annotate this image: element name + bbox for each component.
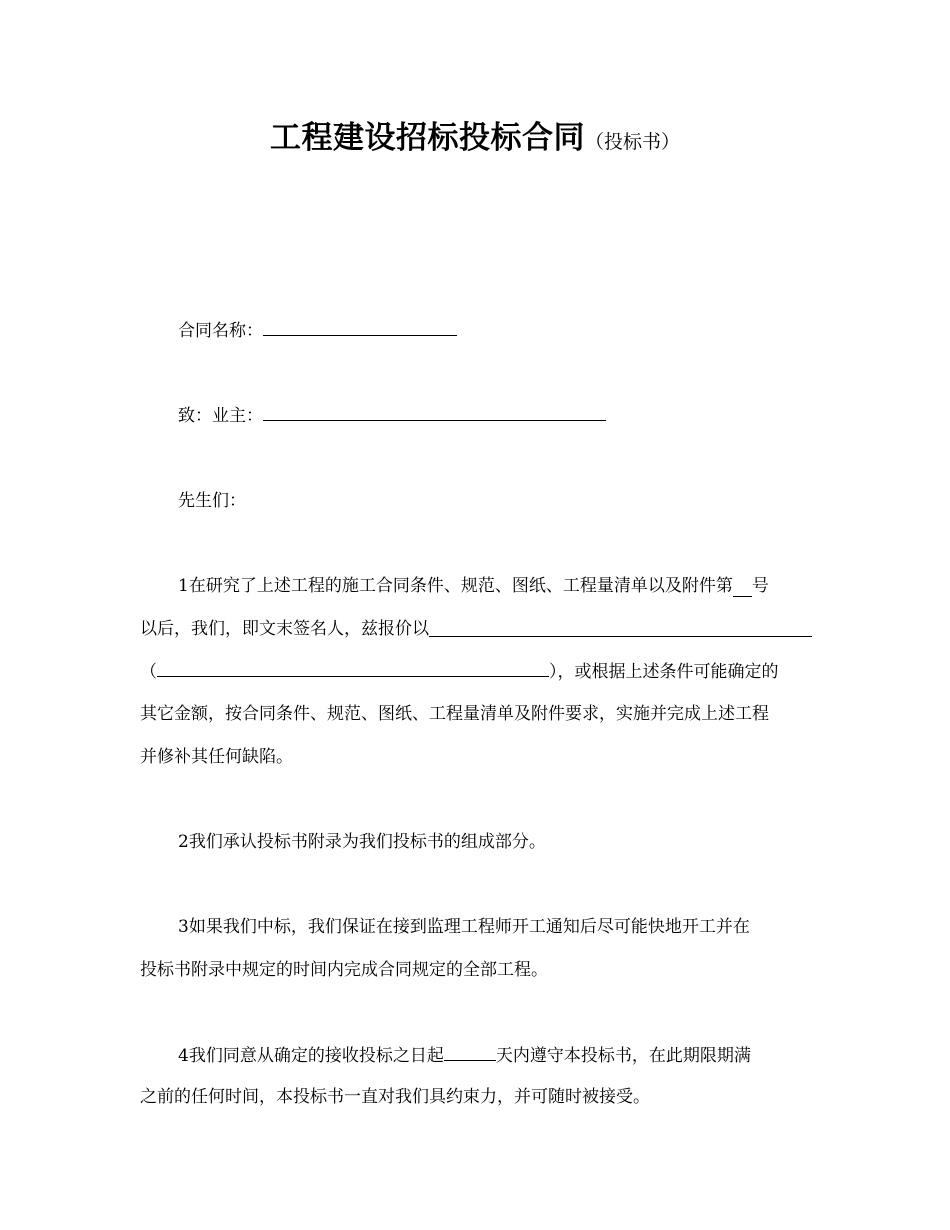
- clause-4-text-a: 4我们同意从确定的接收投标之日起: [178, 1046, 444, 1066]
- greeting: 先生们：: [178, 491, 246, 511]
- owner-label: 致：业主：: [178, 406, 263, 426]
- clause-1-line-1: [178, 575, 812, 597]
- annex-number-blank[interactable]: [733, 580, 752, 597]
- contract-name-line: [178, 319, 812, 342]
- bid-price-blank[interactable]: [429, 619, 812, 637]
- clause-1-price-text: 以后，我们，即文末签名人，兹报价以: [140, 619, 429, 639]
- clause-4-text-b: 天内遵守本投标书，在此期限期满: [495, 1046, 751, 1066]
- clause-1-text-a: 1在研究了上述工程的施工合同条件、规范、图纸、工程量清单以及附件第: [178, 576, 733, 596]
- owner-line: [178, 404, 812, 427]
- title-subtitle: （投标书）: [584, 131, 680, 153]
- clause-4-line-2: 之前的任何时间，本投标书一直对我们具约束力，并可随时被接受。: [140, 1087, 650, 1107]
- clause-1-line-4: 其它金额，按合同条件、规范、图纸、工程量清单及附件要求，实施并完成上述工程: [140, 704, 769, 724]
- clause-1-text-b: 号: [751, 576, 769, 596]
- validity-days-blank[interactable]: [444, 1044, 496, 1061]
- clause-1-line-5: 并修补其任何缺陷。: [140, 747, 293, 767]
- clause-2: 2我们承认投标书附录为我们投标书的组成部分。: [178, 832, 546, 852]
- owner-blank[interactable]: [263, 404, 606, 421]
- title-main: 工程建设招标投标合同: [269, 120, 585, 156]
- clause-3-line-2: 投标书附录中规定的时间内完成合同规定的全部工程。: [140, 960, 548, 980]
- clause-1-open-paren: （: [140, 662, 157, 682]
- document-title: [0, 112, 950, 157]
- contract-name-blank[interactable]: [263, 319, 457, 336]
- bid-price-words-blank[interactable]: [157, 660, 549, 677]
- clause-1-line-2: [140, 618, 812, 640]
- clause-4-line-1: [178, 1044, 812, 1067]
- clause-1-close-paren: ），或根据上述条件可能确定的: [549, 662, 779, 682]
- contract-name-label: 合同名称：: [178, 321, 263, 341]
- clause-3-line-1: 3如果我们中标，我们保证在接到监理工程师开工通知后尽可能快地开工并在: [178, 917, 750, 937]
- clause-1-line-3: [140, 660, 812, 683]
